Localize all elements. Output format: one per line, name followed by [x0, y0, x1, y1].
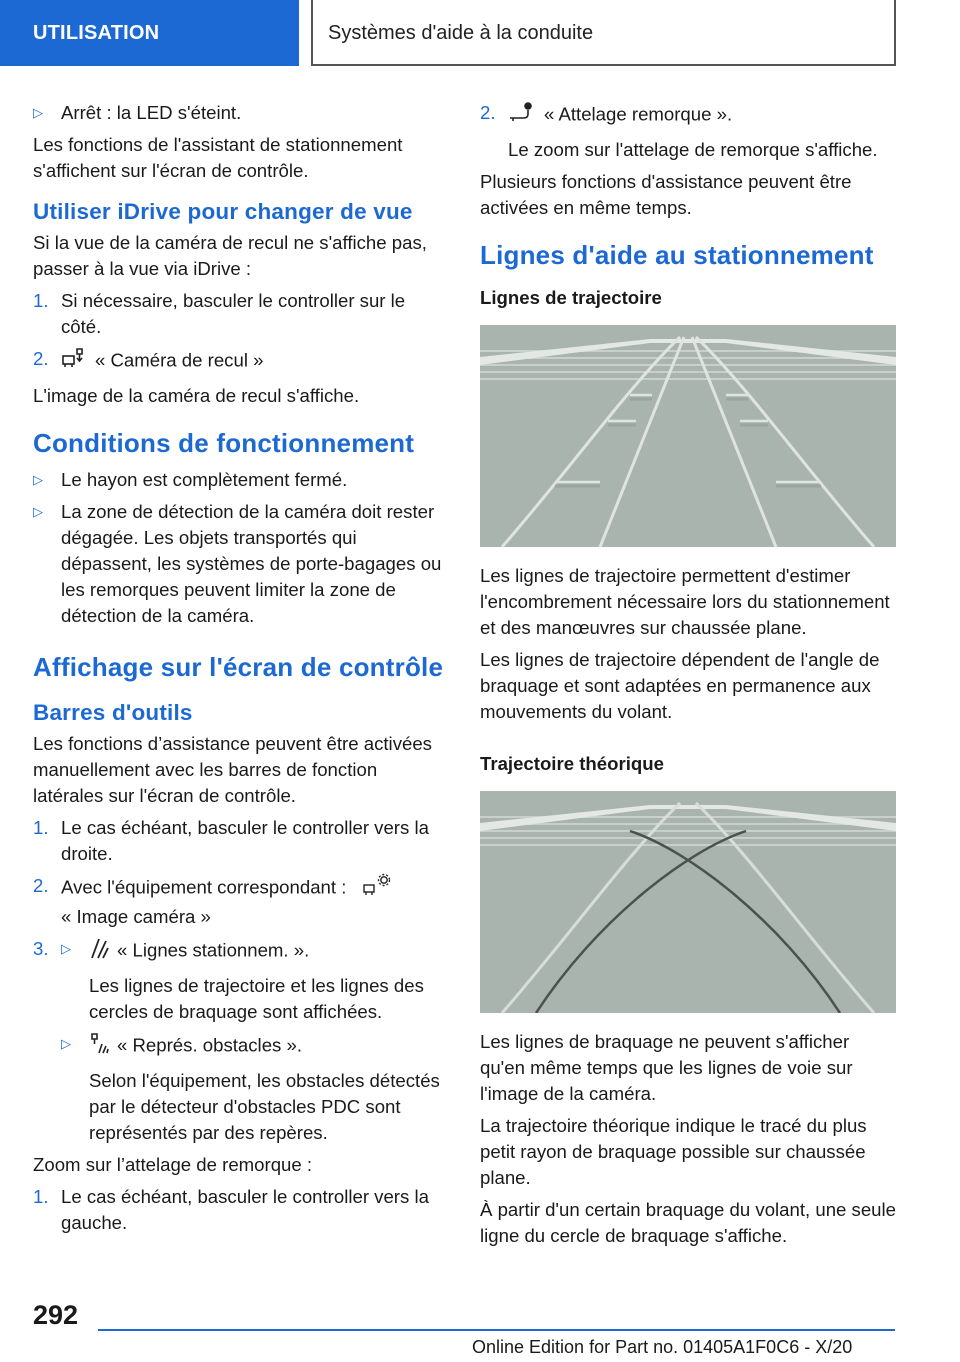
sub-heading: Barres d'outils	[33, 700, 193, 725]
section-heading: Lignes d'aide au stationnement	[480, 240, 874, 270]
paragraph: Les fonctions de l'assistant de stationnement s'affichent sur l'écran de contrôle.	[33, 134, 403, 181]
list-item: 2. Avec l'équipement correspondant : « Image caméra »	[33, 873, 445, 930]
list-item: 1. Le cas échéant, basculer le controller vers la droite.	[33, 817, 429, 864]
paragraph: Les lignes de trajectoire dépendent de l'angle de braquage et sont adaptées en permanence aux mouvements du volant.	[480, 649, 880, 722]
paragraph: Plusieurs fonctions d'assistance peuvent être activées en même temps.	[480, 171, 852, 218]
triangle-bullet-icon: ▷	[33, 105, 43, 120]
theoretical-trajectory-figure	[480, 791, 896, 1013]
triangle-bullet-icon: ▷	[33, 472, 43, 487]
paragraph: Les lignes de trajectoire permettent d'estimer l'encombrement nécessaire lors du stationnement et des manœuvres sur chaussée plane.	[480, 565, 890, 638]
sub-heading: Trajectoire théorique	[480, 753, 664, 774]
list-item: 2. « Caméra de recul »	[33, 346, 445, 377]
triangle-bullet-icon: ▷	[61, 941, 71, 956]
paragraph: À partir d'un certain braquage du volant, une seule ligne du cercle de braquage s'affiche.	[480, 1199, 896, 1246]
sub-item: ▷ « Représ. obstacles ».	[61, 1031, 445, 1062]
paragraph: Zoom sur l’attelage de remorque :	[33, 1154, 313, 1175]
page-header	[0, 0, 960, 66]
section-tab: UTILISATION	[0, 0, 299, 66]
section-heading: Conditions de fonctionnement	[33, 428, 415, 458]
obstacle-marking-icon	[89, 1031, 109, 1062]
trailer-hitch-icon	[508, 100, 536, 131]
triangle-bullet-icon: ▷	[33, 504, 43, 519]
section-heading: Utiliser iDrive pour changer de vue	[33, 199, 413, 224]
sub-heading: Lignes de trajectoire	[480, 287, 662, 308]
paragraph: L'image de la caméra de recul s'affiche.	[33, 385, 360, 406]
left-column	[33, 100, 445, 1242]
page-number: 292	[33, 1300, 79, 1330]
camera-settings-icon	[362, 873, 392, 904]
edition-text: Online Edition for Part no. 01405A1F0C6 - X/20	[472, 1337, 853, 1357]
trajectory-lines-figure	[480, 325, 896, 547]
list-item: 1. Le cas échéant, basculer le controller vers la gauche.	[33, 1186, 429, 1233]
chapter-title: Systèmes d'aide à la conduite	[311, 0, 896, 66]
footer-divider	[98, 1329, 895, 1331]
paragraph: Les lignes de braquage ne peuvent s'afficher qu'en même temps que les lignes de voie sur l'image de la caméra.	[480, 1031, 853, 1104]
triangle-bullet-icon: ▷	[61, 1036, 71, 1051]
rear-camera-icon	[61, 346, 87, 377]
list-item: 2. « Attelage remorque ».	[480, 100, 898, 131]
list-item: ▷ Arrêt : la LED s'éteint.	[33, 100, 445, 126]
sub-item: ▷ « Lignes stationnem. ».	[61, 936, 445, 967]
section-heading: Affichage sur l'écran de contrôle	[33, 652, 444, 682]
list-item: ▷ Le hayon est complètement fermé.	[33, 467, 445, 493]
paragraph: La trajectoire théorique indique le tracé du plus petit rayon de braquage possible sur chaussée plane.	[480, 1115, 867, 1188]
list-item: 3. ▷ « Lignes stationnem. ». Les lignes de trajectoire et les lignes des cercles de braquage sont affichées. ▷ « Représ. obstacles ». Selon l'équipement, les obstacles détectés par le détecteur d'obstacles PDC sont représentés par des repères.	[33, 936, 445, 1146]
paragraph: Le zoom sur l'attelage de remorque s'affiche.	[508, 139, 878, 160]
list-item: 1. Si nécessaire, basculer le controller sur le côté.	[33, 290, 406, 337]
paragraph: Si la vue de la caméra de recul ne s'affiche pas, passer à la vue via iDrive :	[33, 232, 427, 279]
paragraph: Les fonctions d’assistance peuvent être activées manuellement avec les barres de fonction latérales sur l'écran de contrôle.	[33, 733, 432, 806]
parking-lines-icon	[89, 936, 109, 967]
right-column	[480, 100, 898, 1255]
sub-item-description: Les lignes de trajectoire et les lignes des cercles de braquage sont affichées.	[89, 975, 424, 1022]
sub-item-description: Selon l'équipement, les obstacles détectés par le détecteur d'obstacles PDC sont représentés par des repères.	[89, 1070, 440, 1143]
list-item: ▷ La zone de détection de la caméra doit rester dégagée. Les objets transportés qui dépassent, les systèmes de porte-bagages ou les remorques peuvent limiter la zone de détection de la caméra.	[33, 501, 442, 626]
